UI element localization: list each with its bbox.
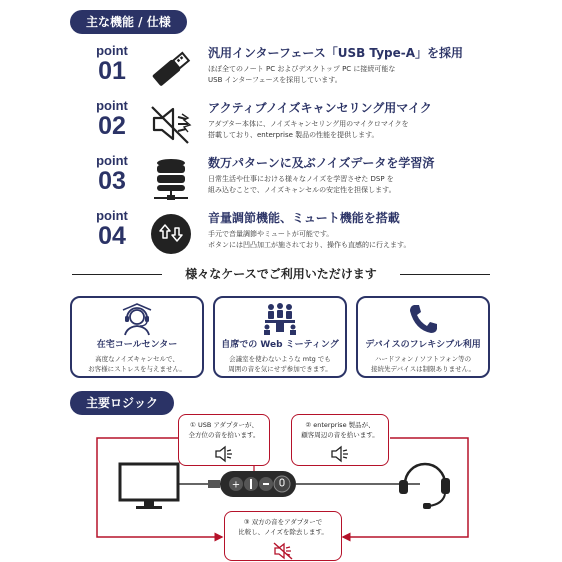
callout-line: ① USB アダプターが、: [190, 421, 258, 429]
point-label: point: [96, 153, 128, 168]
point-digits: 02: [98, 112, 126, 140]
feature-title: 数万パターンに及ぶノイズデータを学習済: [208, 156, 435, 170]
point-label: point: [96, 43, 128, 58]
callout-line: 比較し、ノイズを除去します。: [238, 528, 328, 536]
point-digits: 04: [98, 222, 126, 250]
case-desc-line: 会議室を使わないような mtg でも: [229, 355, 331, 363]
case-title: 自席での Web ミーティング: [221, 340, 339, 350]
svg-text:+: +: [231, 479, 241, 491]
usb-adapter-icon: [208, 470, 298, 498]
feature-desc-line: 組み込むことで、ノイズキャンセルの安定性を担保します。: [208, 186, 396, 194]
case-desc-line: 接続先デバイスは制限ありません。: [371, 365, 475, 373]
feature-desc-line: ほぼ全てのノート PC およびデスクトップ PC に接続可能な: [208, 65, 396, 73]
callout-line: 全方位の音を拾います。: [188, 431, 260, 439]
point-label: point: [96, 98, 128, 113]
headset-icon: [395, 456, 457, 516]
feature-desc-line: 手元で音量調節やミュートが可能です。: [208, 230, 334, 238]
point-label: point: [96, 208, 128, 223]
speaker-icon: [214, 445, 234, 463]
case-desc-line: 周囲の音を気にせず参加できます。: [228, 365, 332, 373]
callout-usb-adapter: [178, 414, 270, 466]
feature-desc-line: 搭載しており、enterprise 製品の性能を提供します。: [208, 131, 379, 139]
point-digits: 03: [98, 167, 126, 195]
case-desc-line: ハードフォン / ソフトフォン等の: [374, 355, 472, 363]
callout-enterprise: [291, 414, 389, 466]
case-title: デバイスのフレキシブル利用: [365, 340, 481, 350]
feature-desc-line: USB インターフェースを採用しています。: [208, 76, 342, 84]
callout-line: 顧客周辺の音を拾います。: [301, 431, 379, 439]
feature-desc-line: ボタンには凹凸加工が施されており、操作も直感的に行えます。: [208, 241, 411, 249]
section-title-label: 主要ロジック: [86, 396, 159, 410]
monitor-icon: [118, 462, 180, 510]
muted-speaker-icon: [273, 542, 293, 560]
case-title: 在宅コールセンター: [96, 340, 178, 350]
feature-desc-line: アダプター本体に、ノイズキャンセリング用のマイクロマイクを: [208, 120, 409, 128]
feature-title: アクティブノイズキャンセリング用マイク: [208, 101, 432, 115]
speaker-icon: [330, 445, 350, 463]
callout-line: ② enterprise 製品が、: [305, 421, 375, 429]
callout-noise-removal: [224, 511, 342, 561]
feature-title: 汎用インターフェース「USB Type-A」を採用: [208, 46, 464, 60]
section-title-label: 主な機能 / 仕様: [86, 15, 171, 29]
feature-desc-line: 日常生活や仕事における様々なノイズを学習させた DSP を: [208, 175, 394, 183]
feature-title: 音量調節機能、ミュート機能を搭載: [208, 211, 400, 225]
cases-title: 様々なケースでご利用いただけます: [185, 267, 377, 281]
case-desc-line: 高度なノイズキャンセルで、: [95, 355, 179, 363]
case-desc-line: お客様にストレスを与えません。: [88, 365, 186, 373]
callout-line: ③ 双方の音をアダプターで: [243, 518, 323, 526]
point-digits: 01: [98, 57, 126, 85]
